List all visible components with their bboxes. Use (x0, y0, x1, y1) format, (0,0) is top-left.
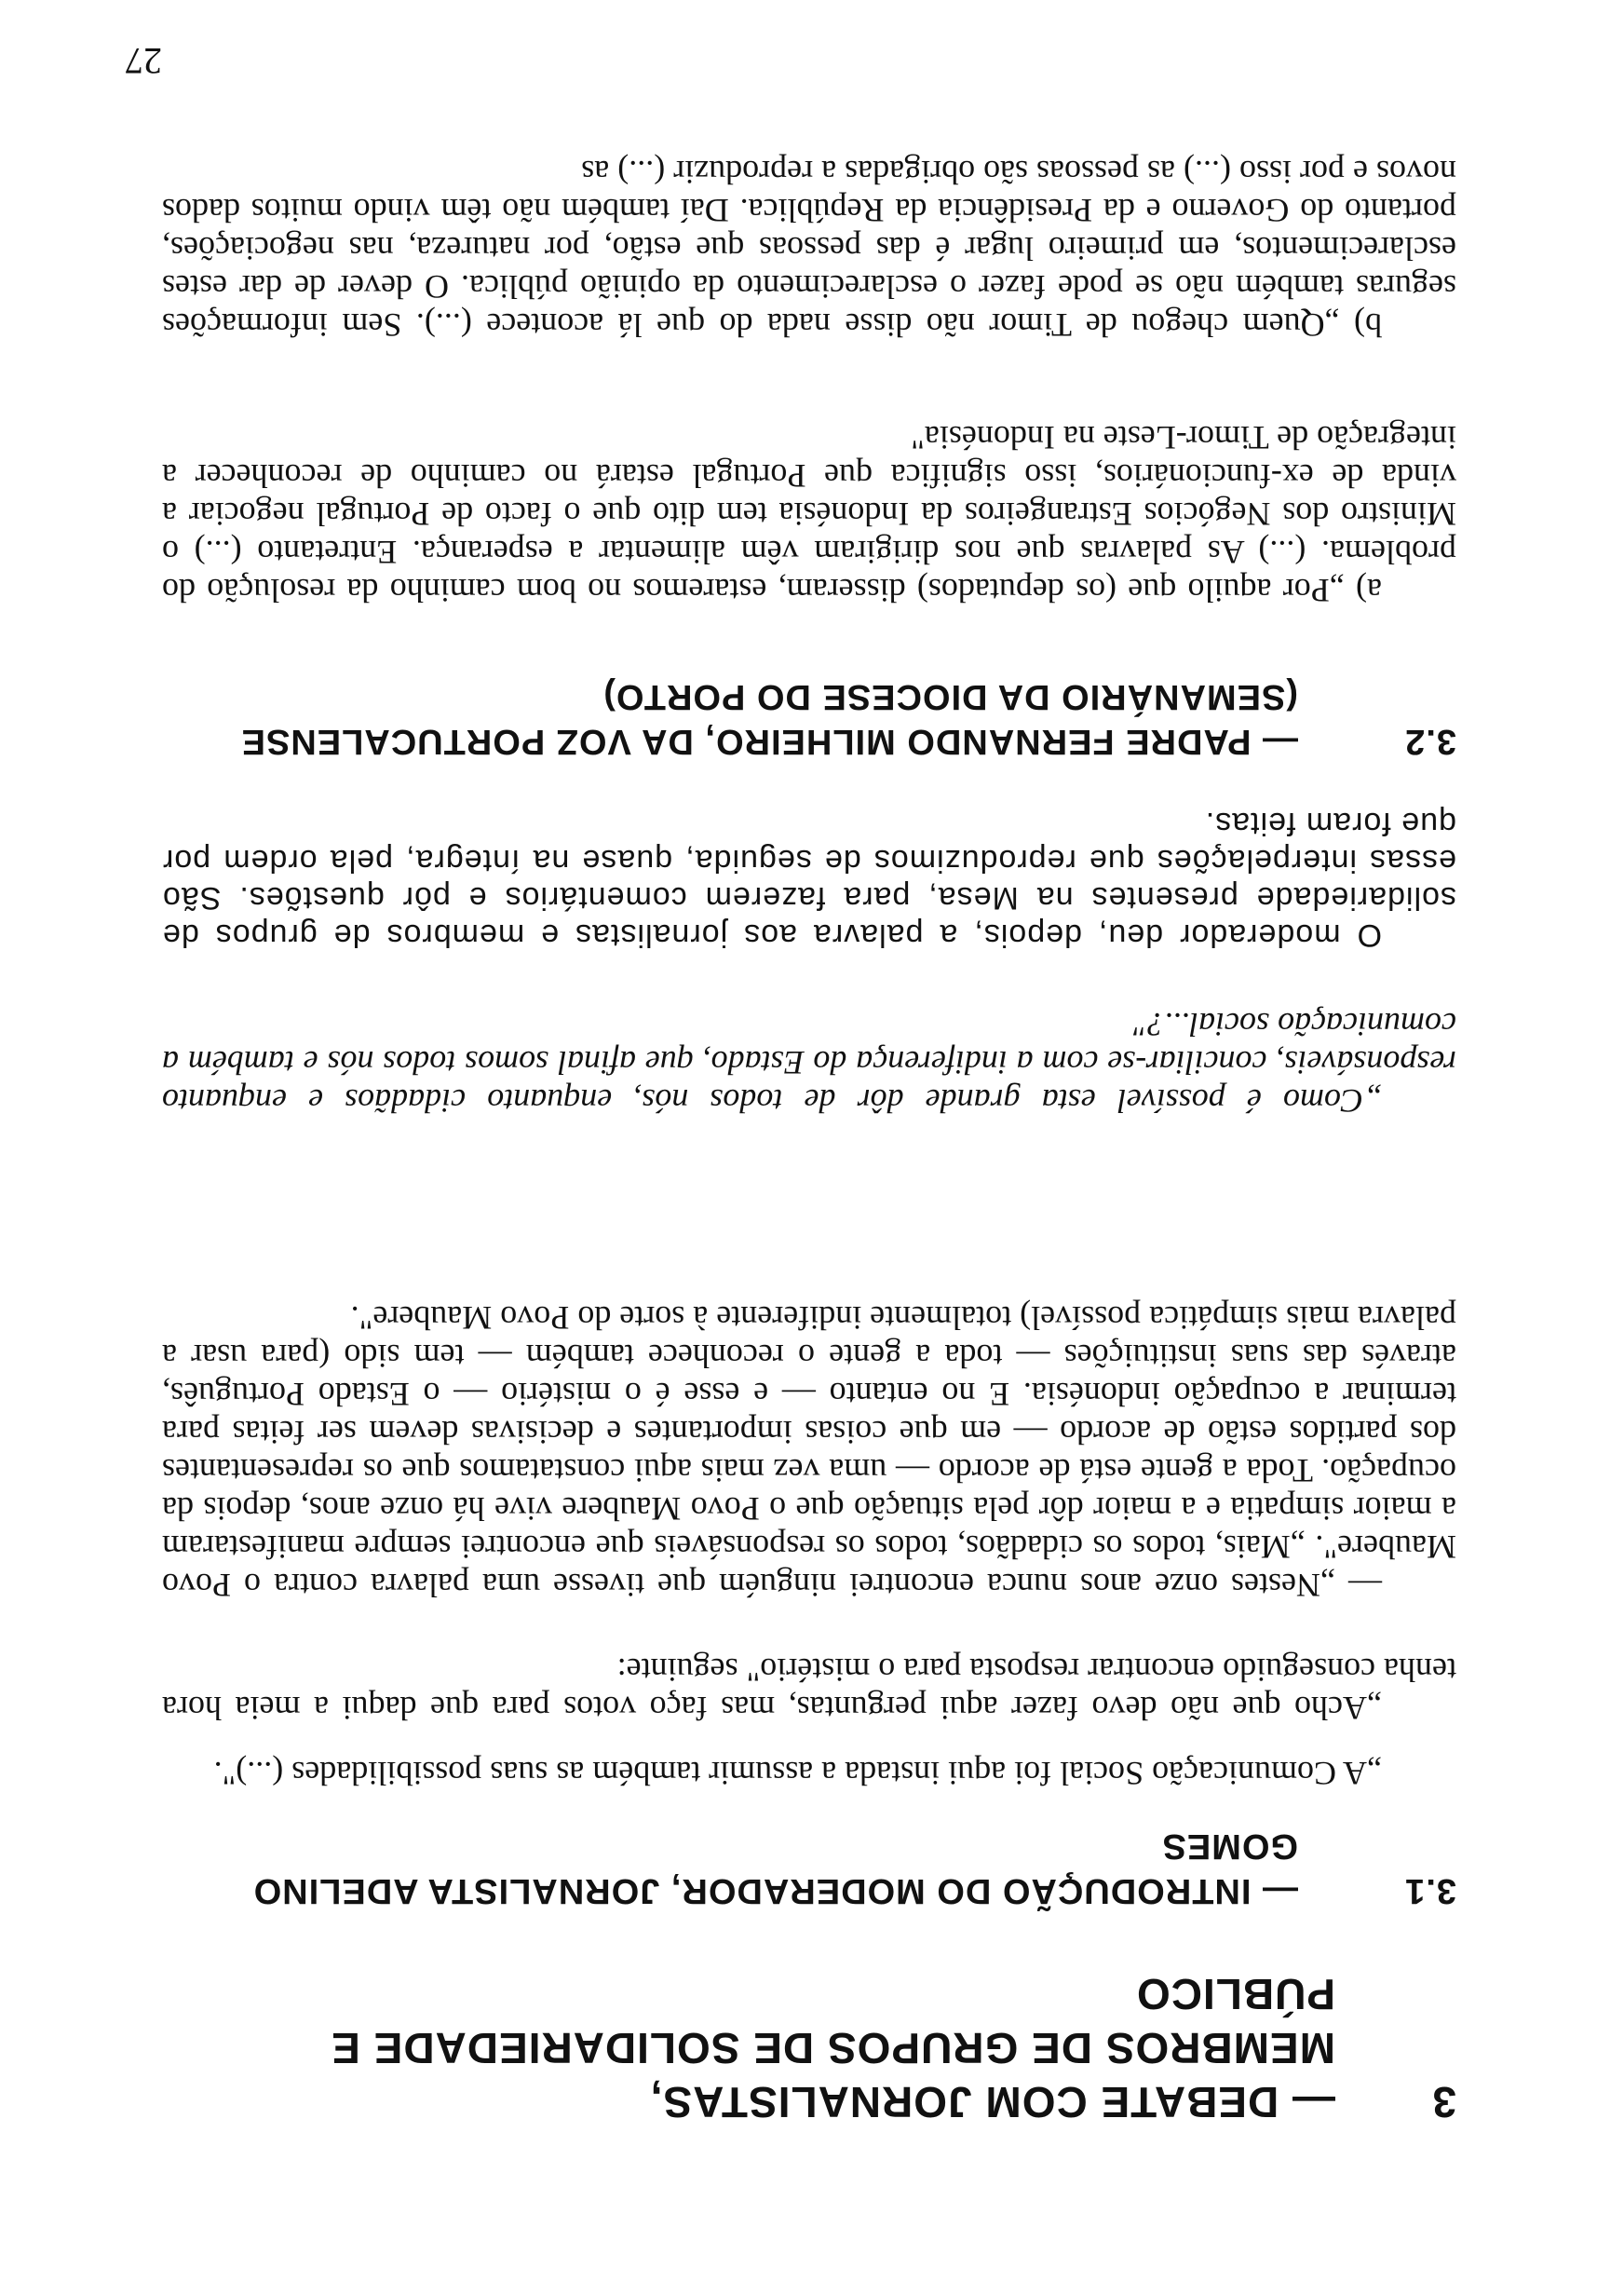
paragraph-7: b) „Quem chegou de Timor não disse nada do que lá acontece (...). Sem informações seguras também não se pode fazer o esclarecimento da opinião pública. O dever de dar estes esclarecimentos, em primeiro lugar é das pessoas que estão, por natureza, nas negociações, portanto do Governo e da Presidência da República. Daí também não têm vindo muitos dados novos e por isso (...) as pessoas são obrigadas a reproduzir (...) as (162, 154, 1456, 344)
paragraph-5: O moderador deu, depois, a palavra aos jornalistas e membros de grupos de solidariedade presentes na Mesa, para fazerem comentários e pôr questões. São essas interpelações que reproduzimos de seguida, quase na íntegra, pela ordem por que foram feitas. (162, 806, 1456, 953)
paragraph-4 (162, 1005, 1456, 1120)
section-3-1-heading (153, 1824, 1456, 1913)
paragraph-3: — „Nestes onze anos nunca encontrei ninguém que tivesse uma palavra contra o Povo Maubere". „Mais, todos os cidadãos, todos os responsáveis que encontrei sempre manifestaram a maior simpatia e a maior dôr pela situação que o Povo Maubere vive há onze anos, depois da ocupação. Toda a gente está de acordo — uma vez mais aqui constatamos que os representantes dos partidos estão de acordo — em que coisas importantes e decisivas devem ser feitas para terminar a ocupação indonésia. E no entanto — e esse é o mistério — o Estado Português, através das suas instituições — toda a gente o reconhece também — tem sido (para usar a palavra mais simpática possível) totalmente indiferente à sorte do Povo Maubere". (162, 1299, 1456, 1604)
section-3-1-number: 3.1 (1404, 1871, 1456, 1910)
section-3-2-heading (153, 674, 1456, 764)
section-3-2-title-line-1: — PADRE FERNANDO MILHEIRO, DA VOZ PORTUCALENSE (240, 722, 1298, 761)
chapter-number: 3 (1431, 2078, 1456, 2126)
paragraph-4-text: „Como é possível esta grande dôr de todos nós, enquanto cidadãos e enquanto responsáveis, conciliar-se com a indiferença do Estado, que afinal somos todos nós e também a comunicação social...?" (162, 1006, 1456, 1120)
section-3-1-title: — INTRODUÇÃO DO MODERADOR, JORNALISTA ADELINO GOMES (252, 1826, 1298, 1910)
paragraph-1: „A Comunicação Social foi aqui instada a assumir também as suas possibilidades (...)". (213, 1755, 1382, 1792)
chapter-heading (134, 1967, 1456, 2129)
section-3-2-number: 3.2 (1404, 722, 1456, 761)
paragraph-6: a) „Por aquilo que (os deputados) disseram, estaremos no bom caminho da resolução do problema. (...) As palavras que nos dirigiram vêm alimentar a esperança. Entretanto (...) o Ministro dos Negócios Estrangeiros da Indonésia tem dito que o facto de Portugal negociar a vinda de ex-funcionários, isso significa que Portugal estará no caminho de reconhecer a integração de Timor-Leste na Indonésia" (162, 419, 1456, 609)
page-number: 27 (125, 40, 162, 82)
paragraph-2: „Acho que não devo fazer aqui perguntas, mas faço votos para que daqui a meia hora tenha conseguido encontrar resposta para o mistério" seguinte: (162, 1651, 1456, 1727)
chapter-title-line-2: MEMBROS DE GRUPOS DE SOLIDARIEDADE E PÚBLICO (331, 1970, 1335, 2072)
chapter-title-line-1: — DEBATE COM JORNALISTAS, (649, 2078, 1335, 2126)
section-3-2-title-line-2: (SEMANÁRIO DA DIOCESE DO PORTO) (602, 677, 1298, 716)
